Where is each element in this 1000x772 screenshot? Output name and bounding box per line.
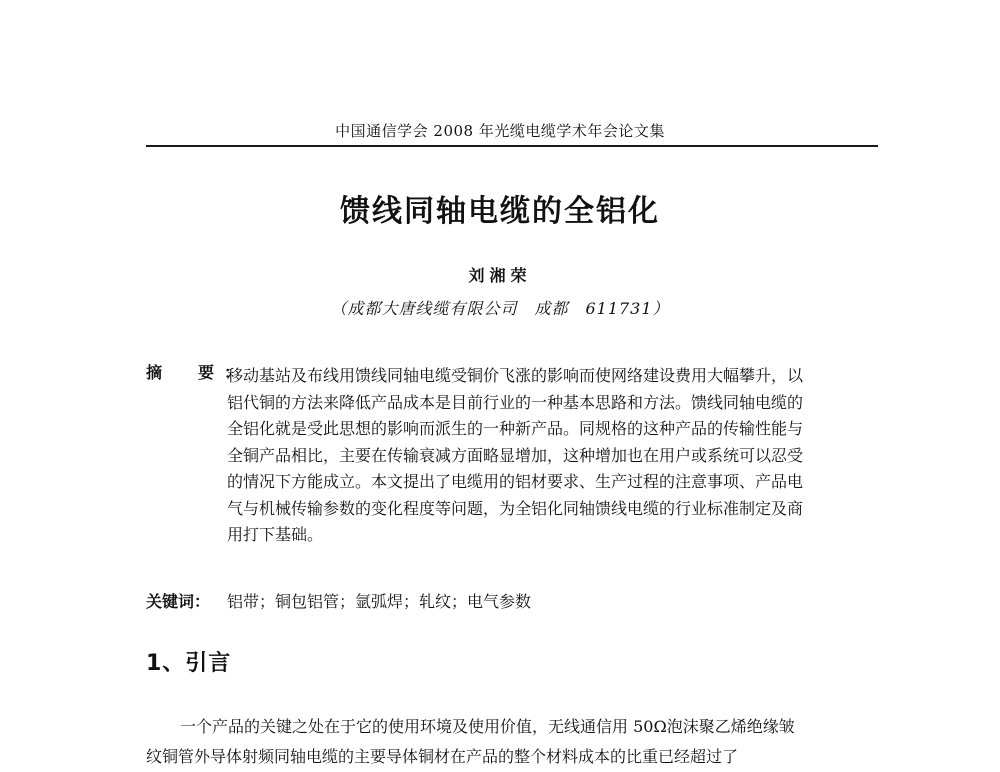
abstract-label: 摘 要： (146, 363, 251, 382)
body-line: 纹铜管外导体射频同轴电缆的主要导体铜材在产品的整个材料成本的比重已经超过了 (146, 747, 739, 766)
running-header: 中国通信学会 2008 年光缆电缆学术年会论文集 (335, 122, 665, 140)
body-line: 一个产品的关键之处在于它的使用环境及使用价值，无线通信用 50Ω泡沫聚乙烯绝缘皱 (180, 717, 795, 736)
abstract-line: 铝代铜的方法来降低产品成本是目前行业的一种基本思路和方法。馈线同轴电缆的 (227, 392, 804, 412)
abstract-body (227, 360, 875, 552)
abstract-line: 移动基站及布线用馈线同轴电缆受铜价飞涨的影响而使网络建设费用大幅攀升，以 (227, 366, 804, 385)
body-paragraph (146, 712, 878, 772)
header-rule (146, 145, 878, 147)
abstract-line: 全铝化就是受此思想的影响而派生的一种新产品。同规格的这种产品的传输性能与 (227, 419, 804, 438)
paper-author: 刘湘荣 (468, 266, 532, 285)
paper-affiliation: （成都大唐线缆有限公司 成都 611731） (330, 299, 670, 318)
paper-title: 馈线同轴电缆的全铝化 (340, 194, 660, 229)
section-heading: 1、引言 (146, 651, 232, 676)
abstract-line: 用打下基础。 (227, 525, 324, 544)
abstract-line: 气与机械传输参数的变化程度等问题，为全铝化同轴馈线电缆的行业标准制定及商 (227, 498, 804, 518)
keywords-value: 铝带；铜包铝管；氩弧焊；轧纹；电气参数 (227, 592, 532, 611)
abstract-line: 全铜产品相比，主要在传输衰减方面略显增加，这种增加也在用户或系统可以忍受 (227, 445, 804, 465)
abstract-line: 的情况下方能成立。本文提出了电缆用的铝材要求、生产过程的注意事项、产品电 (227, 472, 804, 491)
keywords-label: 关键词： (146, 592, 211, 611)
